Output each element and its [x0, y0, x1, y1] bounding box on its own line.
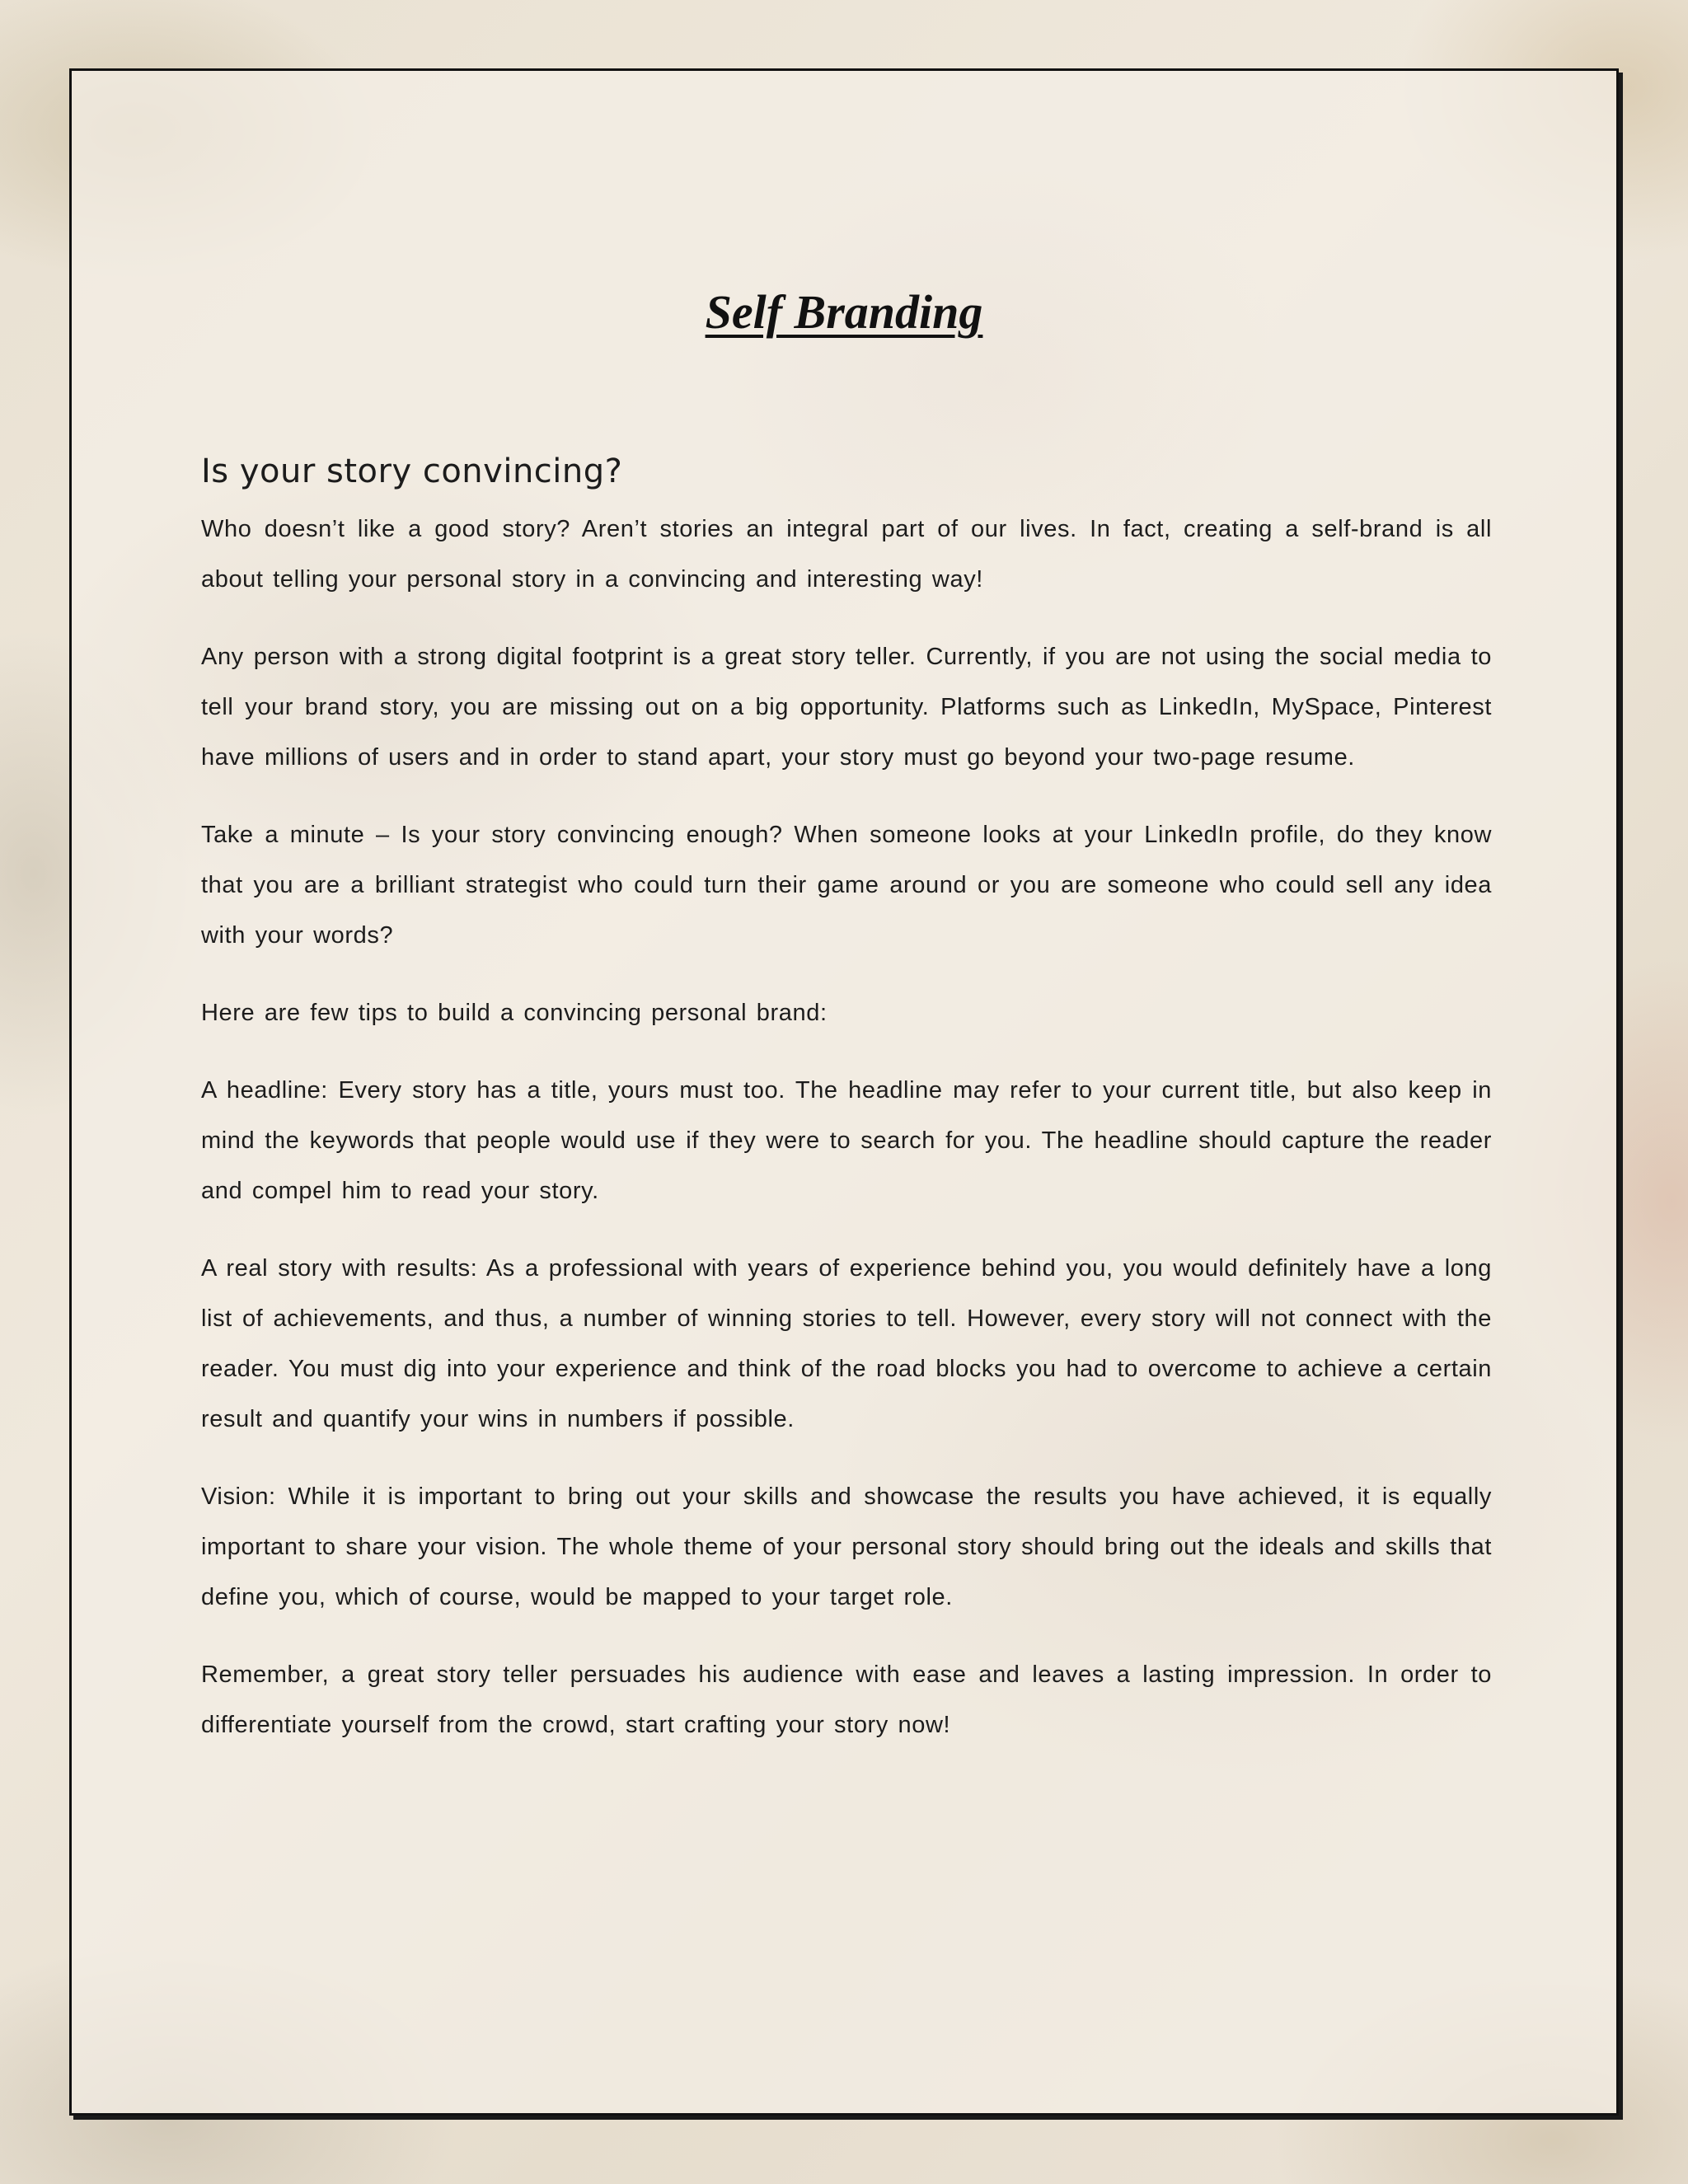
page-title: Self Branding — [705, 285, 983, 339]
paragraph-take-a-minute: Take a minute – Is your story convincing enough? When someone looks at your LinkedIn profile, do they know that you are a brilliant strategist who could turn their game around or you are someone who could sell any idea with your words? — [201, 822, 1492, 949]
paragraph-conclusion: Remember, a great story teller persuades his audience with ease and leaves a lasting impression. In order to differentiate yourself from the crowd, start crafting your story now! — [201, 1661, 1492, 1738]
paragraph-tip-headline: A headline: Every story has a title, yours must too. The headline may refer to your current title, but also keep in mind the keywords that people would use if they were to search for you. The headline should capture the reader and compel him to read your story. — [201, 1077, 1492, 1204]
paragraph-tip-vision: Vision: While it is important to bring out your skills and showcase the results you have achieved, it is equally important to share your vision. The whole theme of your personal story should bring out the ideals and skills that define you, which of course, would be mapped to your target role. — [201, 1483, 1492, 1610]
paragraph-tips-intro: Here are few tips to build a convincing personal brand: — [201, 1000, 828, 1026]
paragraph-digital-footprint: Any person with a strong digital footprint is a great story teller. Currently, if you are not using the social media to tell your brand story, you are missing out on a big opportunity. Platforms such as LinkedIn, MySpace, Pinterest have millions of users and in order to stand apart, your story must go beyond your two-page resume. — [201, 644, 1492, 771]
paragraph-intro: Who doesn’t like a good story? Aren’t stories an integral part of our lives. In fact, creating a self-brand is all about telling your personal story in a convincing and interesting way! — [201, 516, 1492, 593]
paragraph-tip-real-story: A real story with results: As a professional with years of experience behind you, you would definitely have a long list of achievements, and thus, a number of winning stories to tell. However, every story will not connect with the reader. You must dig into your experience and think of the road blocks you had to overcome to achieve a certain result and quantify your wins in numbers if possible. — [201, 1255, 1492, 1432]
page-frame — [69, 68, 1619, 2116]
article-body — [201, 450, 1492, 1778]
section-heading: Is your story convincing? — [201, 452, 623, 490]
